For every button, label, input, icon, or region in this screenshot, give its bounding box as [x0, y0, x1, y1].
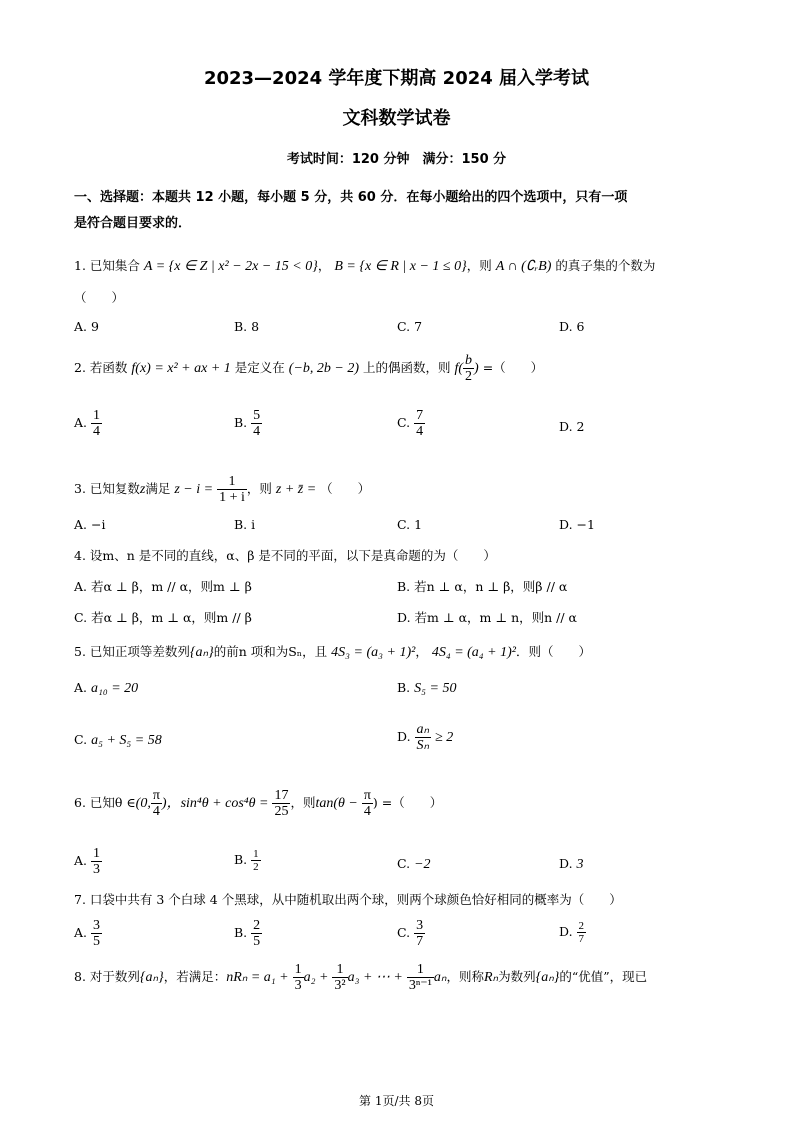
question-5-stem: 5. 已知正项等差数列{aₙ}的前n 项和为Sₙ，且 4S₃ = (a₃ + 1)²， 4S₄ = (a₄ + 1)²．则（ ）: [74, 644, 591, 660]
q2-mid2: 上的偶函数，则: [362, 360, 451, 375]
q1-suffix: 的真子集的个数为: [555, 258, 656, 273]
q1-set-b: B = {x ∈ R | x − 1 ≤ 0}: [334, 259, 467, 274]
q1-option-a: A. 9: [74, 319, 99, 334]
q2-ask-f: f: [454, 361, 459, 376]
question-6-stem: 6. 已知θ ∈(0, $\frac{\pi}{4}$ )，sin⁴θ + cos⁴θ = $\frac{17}{25}$ ，则tan(θ − $\frac{\pi}{4}$ ) =（ ）: [74, 788, 443, 819]
q6-interval-fraction: $\frac{\pi}{4}$: [152, 788, 160, 819]
q2-suffix: =（ ）: [482, 360, 544, 375]
section-heading-line1: 一、选择题：本题共 12 小题，每小题 5 分，共 60 分．在每小题给出的四个选项中，只有一项: [74, 190, 628, 205]
q2-option-b: B. $\frac{5}{4}$: [234, 408, 261, 439]
q5-option-d: D. $\frac{\text{aₙ}}{\text{Sₙ}}$ ≥ 2: [397, 722, 454, 753]
q1-sep: ，: [317, 258, 331, 273]
question-1-stem: [74, 256, 655, 275]
q3-option-d: D. −1: [559, 517, 595, 532]
q2-prefix: 2. 若函数: [74, 360, 128, 375]
q5-eq1: 4S₃ = (a₃ + 1)²: [331, 645, 416, 660]
q2-option-a: A. $\frac{1}{4}$: [74, 408, 100, 439]
q3-option-c: C. 1: [397, 517, 423, 532]
q1-option-c: C. 7: [397, 319, 423, 334]
q1-mid: ，则: [466, 258, 492, 273]
q3-option-b: B. i: [234, 517, 256, 532]
q1-option-d: D. 6: [559, 319, 585, 334]
q2-mid: 是定义在: [234, 360, 285, 375]
q2-option-d: D. 2: [559, 419, 585, 434]
q2-ask-fraction: $\frac{b}{2}$: [465, 353, 473, 384]
q7-option-c: C. $\frac{3}{7}$: [397, 918, 424, 949]
q6-option-c: C. −2: [397, 856, 431, 872]
q1-prefix: 1. 已知集合: [74, 258, 140, 273]
q6-ask-fraction: $\frac{\pi}{4}$: [363, 788, 371, 819]
q3-option-a: A. −i: [74, 517, 106, 532]
q3-ask: z + z̄ =: [275, 482, 317, 497]
q3-fraction: $\frac{1}{1 + i}$: [219, 474, 245, 505]
q3-prefix: 3. 已知复数: [74, 481, 140, 496]
q7-option-a: A. $\frac{3}{5}$: [74, 918, 100, 949]
q2-function: f(x) = x² + ax + 1: [131, 361, 231, 376]
question-7-stem: 7. 口袋中共有 3 个白球 4 个黑球，从中随机取出两个球，则两个球颜色恰好相同的概率为（ ）: [74, 892, 622, 907]
q5-option-a: A. a₁₀ = 20: [74, 680, 139, 696]
q6-option-b: B. $\frac{1}{2}$: [234, 848, 259, 873]
q4-option-a: A. 若α ⊥ β，m // α，则m ⊥ β: [74, 579, 252, 594]
q6-option-a: A. $\frac{1}{3}$: [74, 846, 100, 877]
q2-interval: (−b, 2b − 2): [288, 361, 359, 376]
q5-option-c: C. a₅ + S₅ = 58: [74, 732, 162, 748]
q5-sequence: {aₙ}: [189, 645, 214, 660]
q1-set-a: A = {x ∈ Z | x² − 2x − 15 < 0}: [143, 259, 318, 274]
question-8-stem: 8. 对于数列{aₙ}，若满足：nRₙ = a₁ + $\frac{1}{3}$ a₂ + $\frac{1}{\text{3²}}$ a₃ + ⋯ + $\frac{1}{\text{3ⁿ⁻¹}}$ aₙ，则称Rₙ为数列{aₙ}的“优值”，现已: [74, 962, 648, 993]
exam-info: 考试时间：120 分钟 满分：150 分: [286, 152, 507, 167]
q5-option-b: B. S₅ = 50: [397, 680, 457, 696]
q7-option-b: B. $\frac{2}{5}$: [234, 918, 261, 949]
q6-option-d: D. 3: [559, 856, 584, 872]
question-2-stem: 2. 若函数 f(x) = x² + ax + 1 是定义在 (−b, 2b − 2) 上的偶函数，则 f( $\frac{b}{2}$ ) =（ ）: [74, 353, 544, 384]
q8-sequence: {aₙ}: [139, 970, 164, 985]
q4-option-d: D. 若m ⊥ α，m ⊥ n，则n // α: [397, 610, 577, 625]
page-number: 第 1页/共 8页: [359, 1094, 434, 1108]
q3-equation: z − i =: [174, 482, 214, 497]
q5-eq2: 4S₄ = (a₄ + 1)²: [431, 645, 516, 660]
exam-subtitle: 文科数学试卷: [342, 108, 451, 129]
exam-title: 2023—2024 学年度下期高 2024 届入学考试: [203, 68, 590, 89]
q1-expression: A ∩ (∁ᵣB): [495, 259, 552, 274]
q4-option-b: B. 若n ⊥ α，n ⊥ β，则β // α: [397, 579, 568, 594]
question-4-stem: 4. 设m、n 是不同的直线，α、β 是不同的平面，以下是真命题的为（ ）: [74, 548, 496, 563]
q1-answer-paren: （ ）: [74, 290, 125, 305]
q6-condition-fraction: $\frac{17}{25}$: [274, 788, 289, 819]
q2-option-c: C. $\frac{7}{4}$: [397, 408, 424, 439]
q1-option-b: B. 8: [234, 319, 260, 334]
question-3-stem: 3. 已知复数z满足 z − i = $\frac{1}{1 + i}$ ，则 z + z̄ = （ ）: [74, 474, 371, 505]
section-heading-line2: 是符合题目要求的．: [74, 216, 192, 231]
q7-option-d: D. $\frac{2}{7}$: [559, 920, 585, 945]
q4-option-c: C. 若α ⊥ β，m ⊥ α，则m // β: [74, 610, 252, 625]
